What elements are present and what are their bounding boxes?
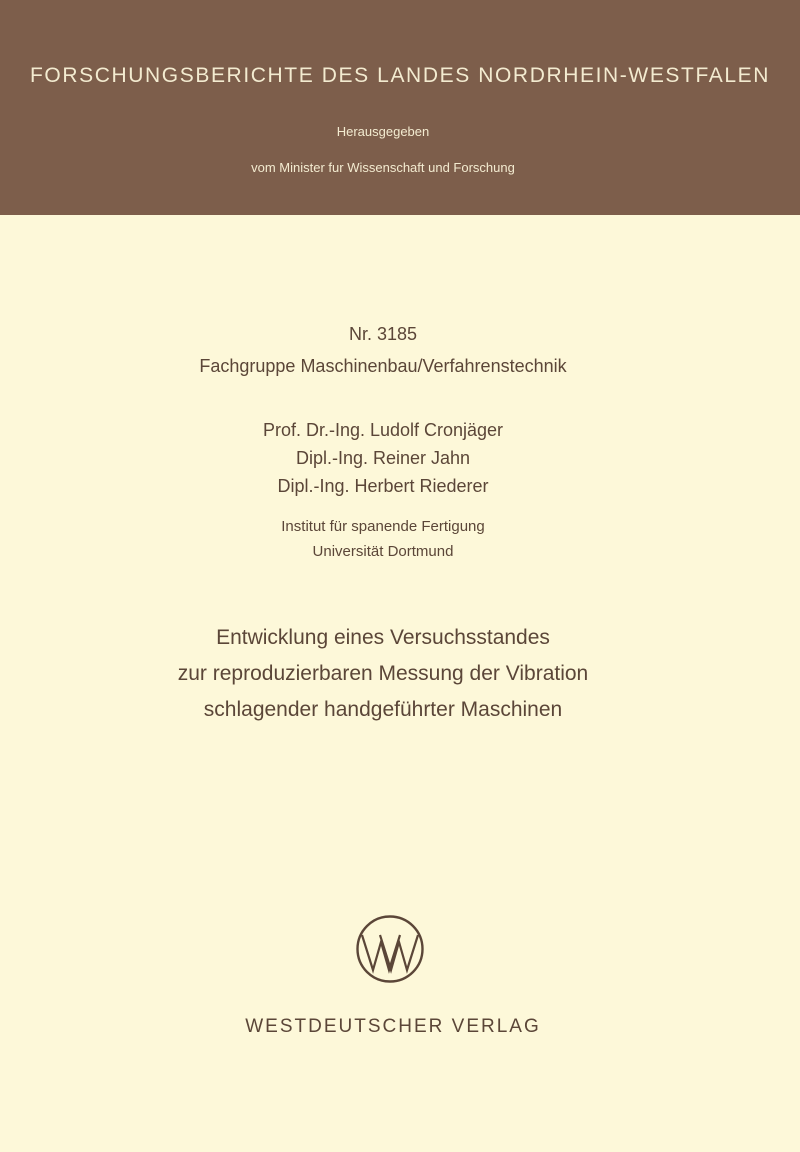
ministry-line: vom Minister fur Wissenschaft und Forschung [251,160,515,175]
book-title-line: zur reproduzierbaren Messung der Vibration [177,662,589,685]
book-title-line: schlagender handgeführter Maschinen [203,698,563,721]
westdeutscher-verlag-ww-logo-icon [355,914,425,984]
institute-name: Institut für spanende Fertigung [281,518,485,535]
publisher-name: WESTDEUTSCHER VERLAG [245,1016,541,1037]
header-band [0,0,800,215]
author-name: Dipl.-Ing. Reiner Jahn [295,448,471,468]
book-title-line: Entwicklung eines Versuchsstandes [216,626,550,649]
series-title: FORSCHUNGSBERICHTE DES LANDES NORDRHEIN-WESTFALEN [30,64,770,87]
published-by: Herausgegeben [336,124,430,139]
subject-group: Fachgruppe Maschinenbau/Verfahrenstechnik [199,356,567,376]
author-name: Dipl.-Ing. Herbert Riederer [277,476,489,496]
author-name: Prof. Dr.-Ing. Ludolf Cronjäger [262,420,504,440]
university-name: Universität Dortmund [312,543,454,560]
report-number: Nr. 3185 [348,324,418,344]
